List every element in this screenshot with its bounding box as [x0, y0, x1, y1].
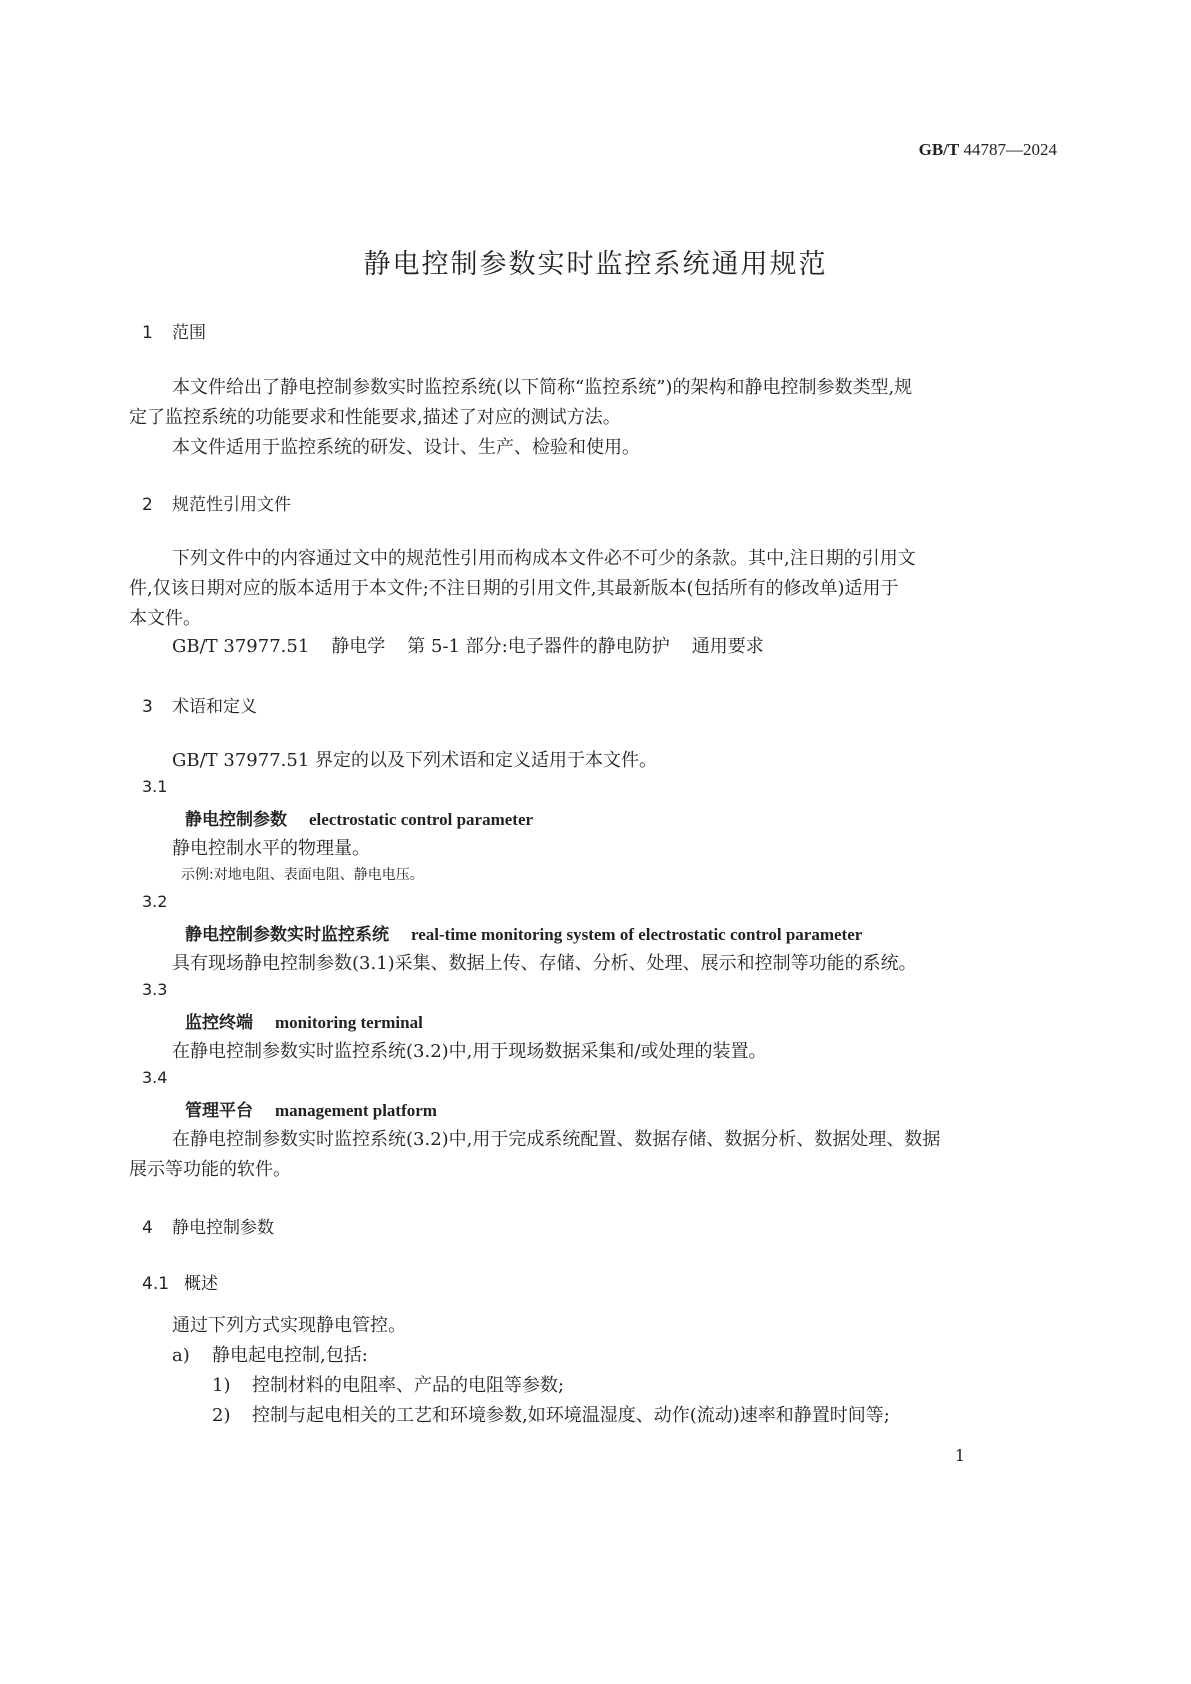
- list-text: 控制与起电相关的工艺和环境参数,如环境温湿度、动作(流动)速率和静置时间等;: [252, 1405, 890, 1426]
- sec2-para1-line3: 本文件。: [129, 608, 201, 629]
- subsection-number: 4.1: [142, 1274, 170, 1294]
- sec1-para1-line1: 本文件给出了静电控制参数实时监控系统(以下简称“监控系统”)的架构和静电控制参数类型,规: [172, 377, 913, 398]
- list-marker: 1): [212, 1375, 231, 1396]
- term-en: electrostatic control parameter: [309, 810, 534, 829]
- sec2-para1-line1: 下列文件中的内容通过文中的规范性引用而构成本文件必不可少的条款。其中,注日期的引用文: [172, 548, 916, 569]
- list-text: 静电起电控制,包括:: [212, 1345, 368, 1366]
- section-title: 术语和定义: [172, 697, 257, 717]
- standard-code: [919, 140, 1057, 160]
- section-number: 4: [142, 1218, 153, 1238]
- clause-number: 3.4: [142, 1068, 168, 1087]
- section-number: 2: [142, 495, 153, 515]
- subsection-4-1-heading: [142, 1269, 218, 1294]
- term-entry: [185, 805, 533, 830]
- term-definition-line2: 展示等功能的软件。: [129, 1159, 291, 1180]
- term-zh: 静电控制参数实时监控系统: [185, 925, 389, 945]
- list-item-a: [172, 1341, 368, 1367]
- term-zh: 监控终端: [185, 1013, 253, 1033]
- list-subitem: [212, 1371, 564, 1397]
- section-title: 静电控制参数: [172, 1218, 274, 1238]
- reference-code: GB/T 37977.51: [172, 636, 310, 657]
- term-definition: 在静电控制参数实时监控系统(3.2)中,用于现场数据采集和/或处理的装置。: [172, 1041, 767, 1062]
- section-3-heading: [142, 692, 257, 717]
- clause-number: 3.1: [142, 777, 168, 796]
- list-subitem: [212, 1401, 890, 1427]
- subsection-title: 概述: [184, 1274, 218, 1294]
- standard-number: 44787—2024: [963, 140, 1057, 159]
- section-4-heading: [142, 1213, 274, 1238]
- reference-part3: 通用要求: [691, 636, 764, 657]
- sec4-intro: 通过下列方式实现静电管控。: [172, 1315, 406, 1336]
- list-text: 控制材料的电阻率、产品的电阻等参数;: [252, 1375, 565, 1396]
- term-definition: 静电控制水平的物理量。: [172, 838, 370, 859]
- term-example: [181, 864, 424, 884]
- sec2-para1-line2: 件,仅该日期对应的版本适用于本文件;不注日期的引用文件,其最新版本(包括所有的修改单)适用于: [129, 578, 899, 599]
- sec3-intro: GB/T 37977.51 界定的以及下列术语和定义适用于本文件。: [172, 750, 658, 771]
- list-marker: a): [172, 1345, 190, 1366]
- term-zh: 静电控制参数: [185, 810, 287, 830]
- section-number: 3: [142, 697, 153, 717]
- section-2-heading: [142, 490, 291, 515]
- term-en: management platform: [275, 1101, 437, 1120]
- section-1-heading: [142, 318, 206, 343]
- clause-number: 3.3: [142, 980, 168, 999]
- list-marker: 2): [212, 1405, 231, 1426]
- clause-number: 3.2: [142, 892, 168, 911]
- section-number: 1: [142, 323, 153, 343]
- term-definition-line1: 在静电控制参数实时监控系统(3.2)中,用于完成系统配置、数据存储、数据分析、数据处理、数据: [172, 1129, 941, 1150]
- term-zh: 管理平台: [185, 1101, 253, 1121]
- term-entry: [185, 1008, 423, 1033]
- section-title: 范围: [172, 323, 206, 343]
- term-en: real-time monitoring system of electrostatic control parameter: [411, 925, 863, 944]
- term-en: monitoring terminal: [275, 1013, 423, 1032]
- term-entry: [185, 1096, 437, 1121]
- reference-part1: 静电学: [331, 636, 386, 657]
- example-text: 对地电阻、表面电阻、静电电压。: [213, 867, 424, 883]
- standard-prefix: GB/T: [918, 140, 960, 159]
- example-label: 示例:: [181, 867, 214, 883]
- normative-reference: [172, 632, 764, 658]
- term-definition: 具有现场静电控制参数(3.1)采集、数据上传、存储、分析、处理、展示和控制等功能的系统。: [172, 953, 917, 974]
- term-entry: [185, 920, 862, 945]
- document-title: 静电控制参数实时监控系统通用规范: [363, 249, 828, 280]
- reference-part2: 第 5-1 部分:电子器件的静电防护: [407, 636, 670, 657]
- section-title: 规范性引用文件: [172, 495, 291, 515]
- sec1-para1-line2: 定了监控系统的功能要求和性能要求,描述了对应的测试方法。: [129, 407, 621, 428]
- page-number: 1: [954, 1446, 965, 1465]
- sec1-para2: 本文件适用于监控系统的研发、设计、生产、检验和使用。: [172, 437, 640, 458]
